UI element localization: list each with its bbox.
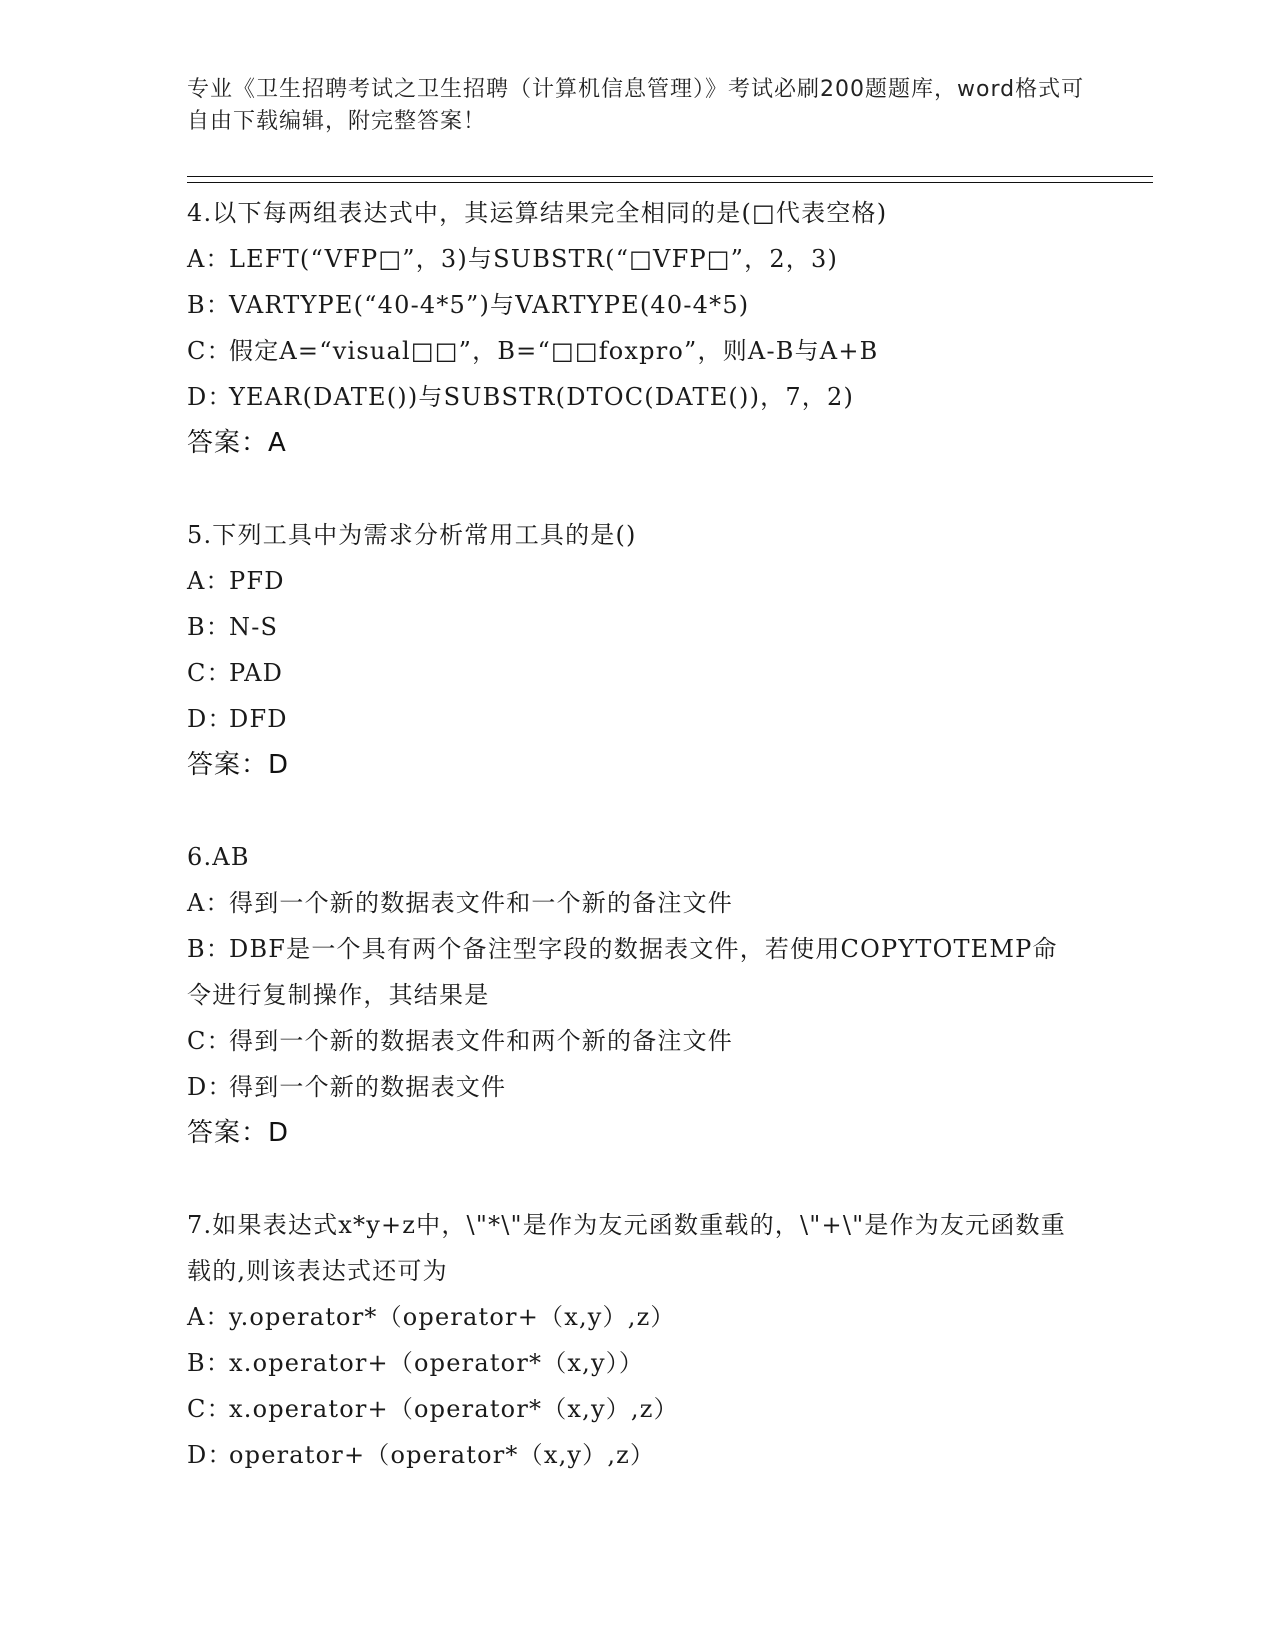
option-label: B： [187, 1349, 232, 1377]
option-text: VARTYPE(“40-4*5”)与VARTYPE(40-4*5) [229, 291, 750, 319]
option-a [187, 1294, 1127, 1340]
option-text: x.operator+（operator*（x,y）,z） [229, 1395, 679, 1423]
option-text: y.operator*（operator+（x,y）,z） [229, 1303, 676, 1331]
option-text: PAD [229, 659, 284, 687]
question-stem: 4.以下每两组表达式中，其运算结果完全相同的是(□代表空格) [187, 199, 888, 227]
option-text: DFD [229, 705, 288, 733]
option-label: D： [187, 1073, 233, 1101]
question-list [187, 190, 1127, 1478]
question-stem: 6.AB [187, 843, 250, 871]
option-label: A： [187, 1303, 231, 1331]
option-c [187, 328, 1127, 374]
option-c [187, 1386, 1127, 1432]
option-c [187, 1018, 1127, 1064]
question-stem: 5.下列工具中为需求分析常用工具的是() [187, 521, 637, 549]
answer-line: 答案：A [187, 428, 287, 458]
option-d [187, 1064, 1127, 1110]
option-text: operator+（operator*（x,y）,z） [229, 1441, 656, 1469]
question-7 [187, 1202, 1127, 1478]
option-label: A： [187, 245, 231, 273]
option-label: A： [187, 567, 231, 595]
option-text: 得到一个新的数据表文件 [229, 1073, 507, 1101]
option-label: B： [187, 613, 232, 641]
option-label: B： [187, 291, 232, 319]
question-6 [187, 834, 1127, 1156]
option-c [187, 650, 1127, 696]
option-label: A： [187, 889, 231, 917]
question-4 [187, 190, 1127, 466]
option-b [187, 1340, 1127, 1386]
option-a [187, 236, 1127, 282]
option-text: PFD [229, 567, 285, 595]
header-divider-bottom [187, 182, 1153, 183]
header-divider-top [187, 176, 1153, 177]
option-text: LEFT(“VFP□”，3)与SUBSTR(“□VFP□”，2，3) [229, 245, 839, 273]
option-label: C： [187, 1027, 232, 1055]
option-text: 得到一个新的数据表文件和两个新的备注文件 [229, 1027, 733, 1055]
option-label: C： [187, 1395, 232, 1423]
option-label: C： [187, 337, 232, 365]
option-text: 得到一个新的数据表文件和一个新的备注文件 [229, 889, 733, 917]
option-text: YEAR(DATE())与SUBSTR(DTOC(DATE())，7，2) [229, 383, 855, 411]
option-text: DBF是一个具有两个备注型字段的数据表文件，若使用COPYTOTEMP命令进行复制操作，其结果是 [187, 935, 1058, 1009]
option-label: C： [187, 659, 232, 687]
option-a [187, 880, 1127, 926]
answer-line: 答案：D [187, 750, 290, 780]
option-label: D： [187, 1441, 233, 1469]
question-stem: 7.如果表达式x*y+z中，\"*\"是作为友元函数重载的，\"+\"是作为友元函数重载的,则该表达式还可为 [187, 1211, 1066, 1285]
question-spacer [187, 788, 1127, 834]
option-b [187, 282, 1127, 328]
option-label: B： [187, 935, 232, 963]
option-b [187, 604, 1127, 650]
option-text: 假定A=“visual□□”，B=“□□foxpro”，则A-B与A+B [229, 337, 879, 365]
option-d [187, 374, 1127, 420]
option-b [187, 926, 1067, 1018]
answer-line: 答案：D [187, 1118, 290, 1148]
option-a [187, 558, 1127, 604]
option-d [187, 1432, 1127, 1478]
document-header: 专业《卫生招聘考试之卫生招聘（计算机信息管理）》考试必刷200题题库，word格式可自由下载编辑，附完整答案！ [187, 77, 1085, 134]
question-spacer [187, 1156, 1127, 1202]
option-d [187, 696, 1127, 742]
option-label: D： [187, 383, 233, 411]
option-text: N-S [229, 613, 279, 641]
option-label: D： [187, 705, 233, 733]
question-5 [187, 512, 1127, 788]
option-text: x.operator+（operator*（x,y）） [229, 1349, 645, 1377]
question-spacer [187, 466, 1127, 512]
